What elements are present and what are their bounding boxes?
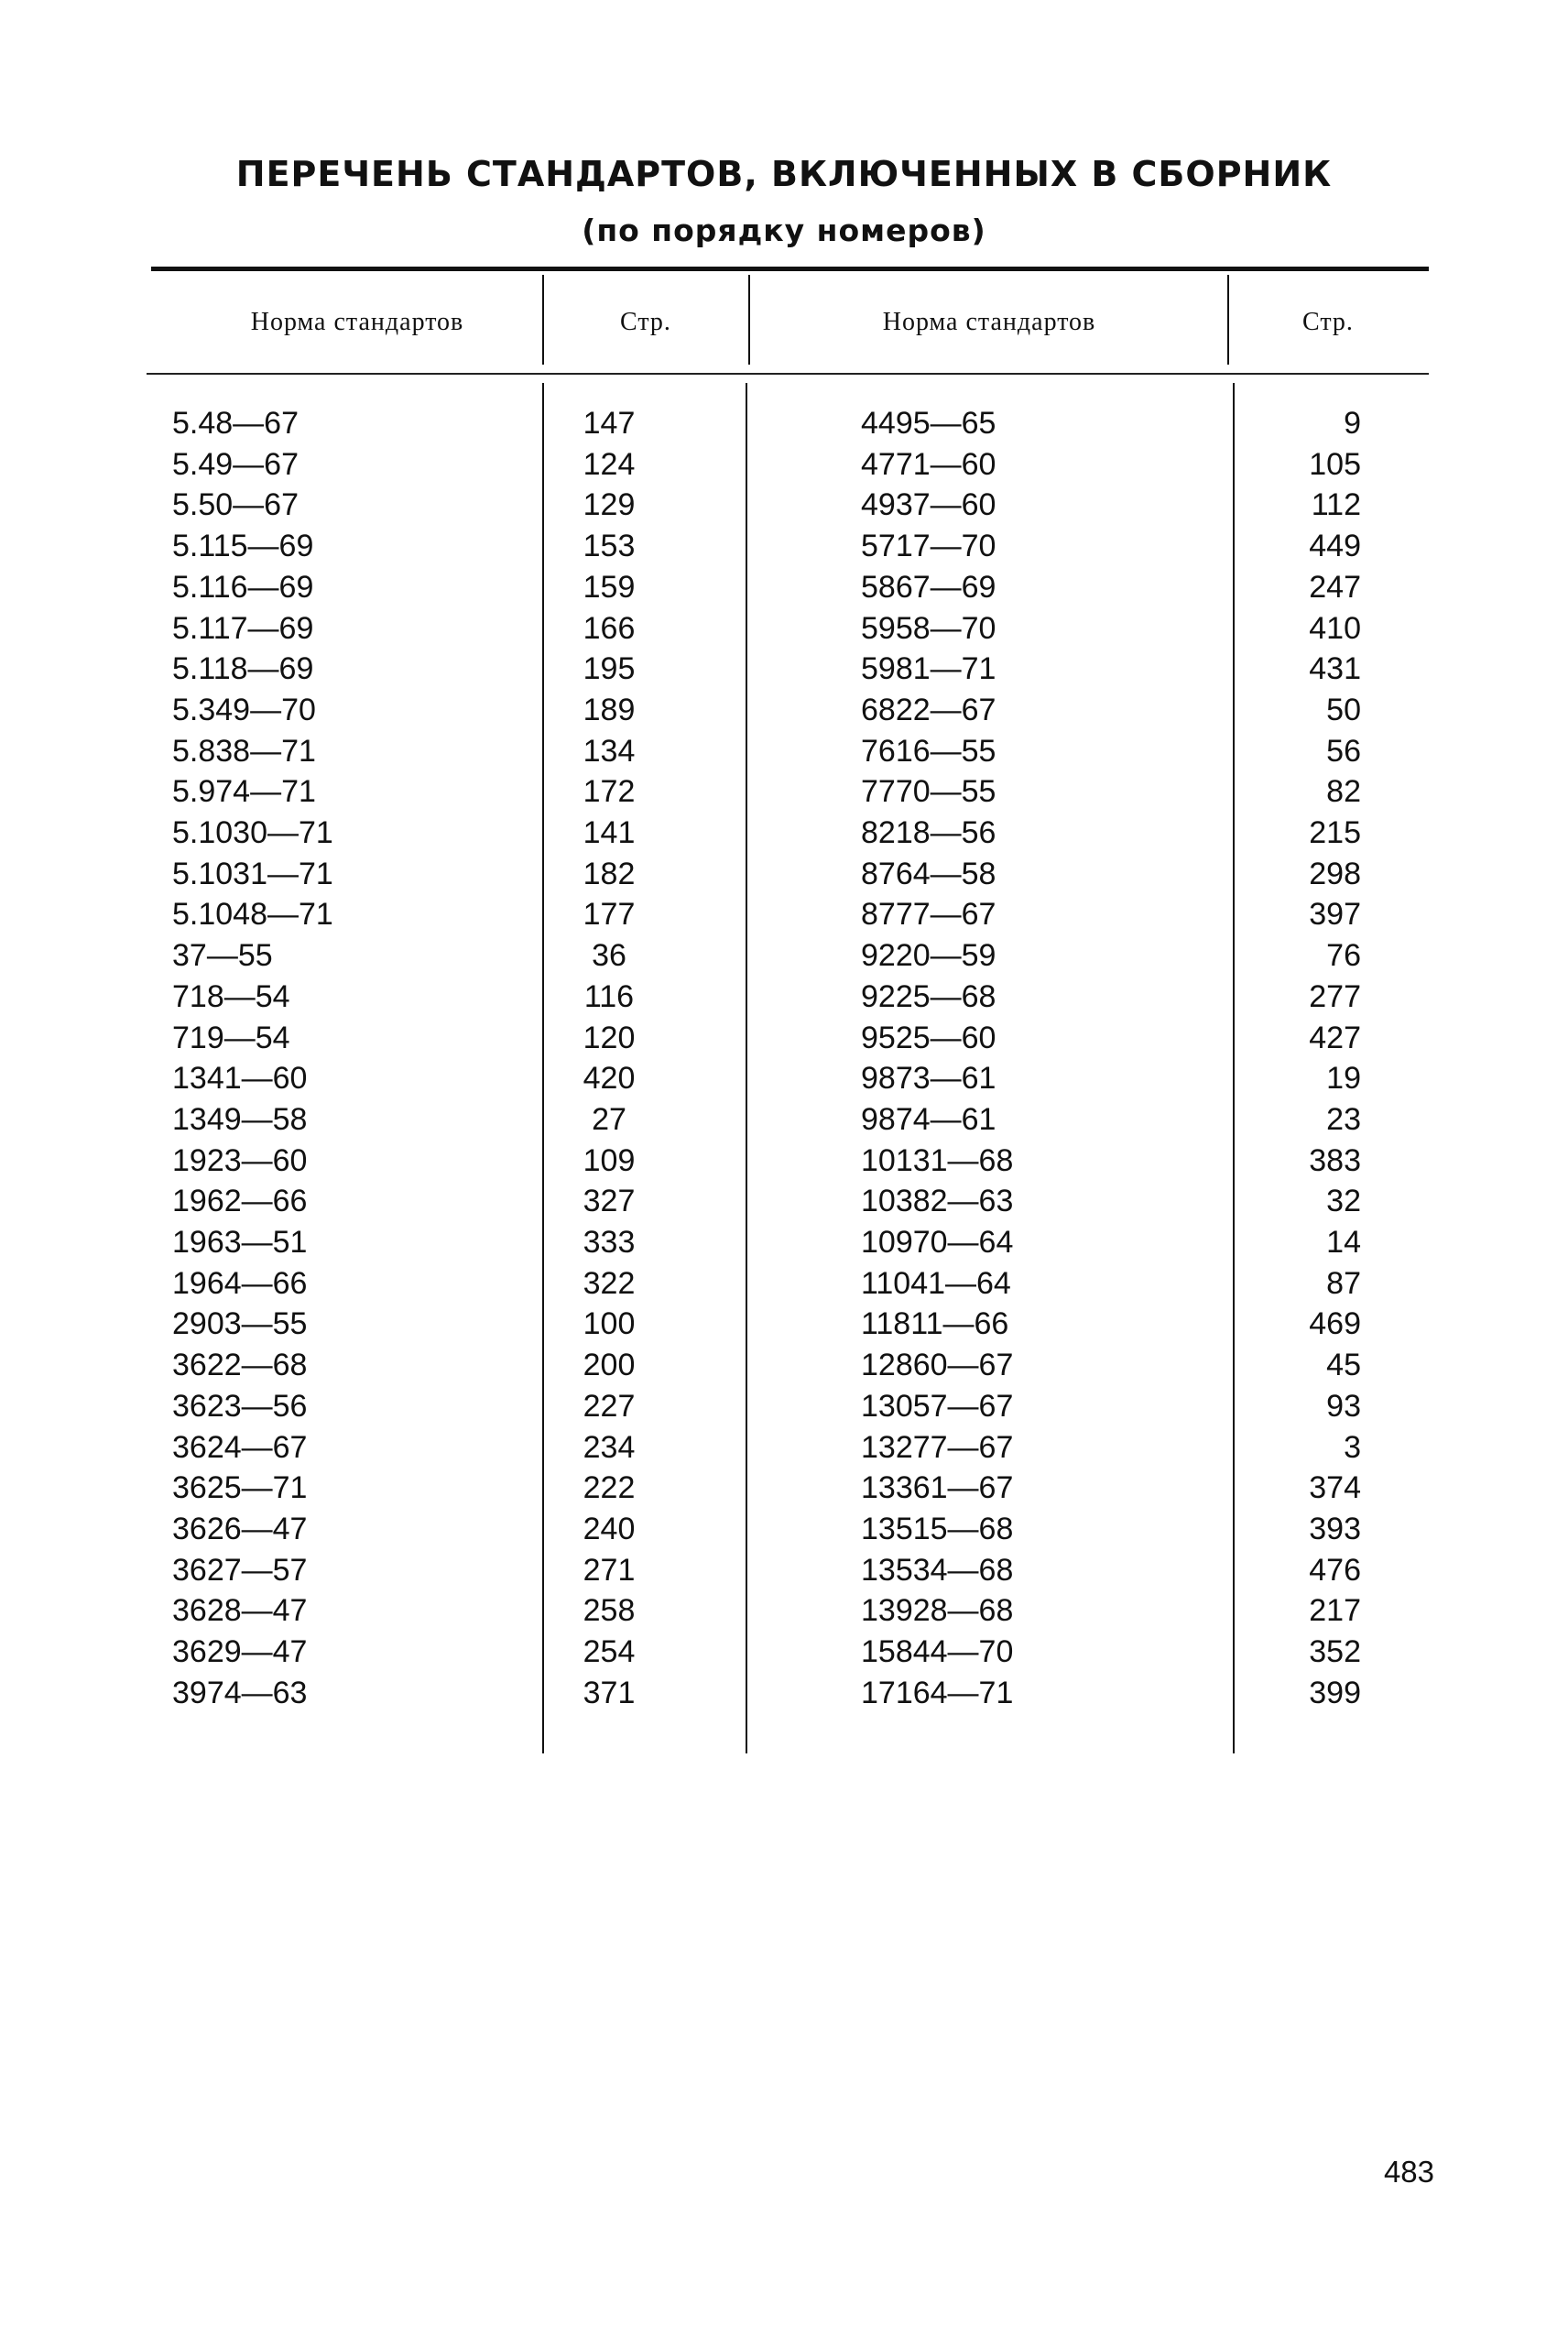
standard-number-right: 9873—61 [861, 1061, 996, 1097]
standard-number-left: 1964—66 [172, 1265, 308, 1301]
page-left: 222 [583, 1470, 636, 1506]
page-left: 189 [583, 692, 636, 727]
standard-number-right: 13928—68 [861, 1593, 1014, 1629]
page-right: 247 [1309, 569, 1361, 605]
standard-number-right: 7770—55 [861, 774, 996, 810]
table-row [0, 1058, 1568, 1099]
standard-number-left: 3622—68 [172, 1348, 308, 1383]
standard-number-left: 5.349—70 [172, 692, 316, 727]
table-row [0, 894, 1568, 935]
standard-number-right: 8777—67 [861, 897, 996, 933]
table-row [0, 567, 1568, 608]
table-row [0, 1509, 1568, 1550]
table-row [0, 444, 1568, 486]
page-left: 120 [583, 1020, 636, 1055]
table-row [0, 1386, 1568, 1427]
table-row [0, 935, 1568, 977]
standard-number-right: 6822—67 [861, 692, 996, 727]
standard-number-right: 9874—61 [861, 1101, 996, 1137]
standard-number-left: 5.1030—71 [172, 815, 333, 850]
standard-number-right: 9220—59 [861, 938, 996, 974]
standard-number-left: 5.1048—71 [172, 897, 333, 933]
standard-number-left: 3626—47 [172, 1511, 308, 1546]
page-left: 227 [583, 1388, 636, 1424]
standard-number-left: 719—54 [172, 1020, 290, 1055]
page-right: 352 [1309, 1634, 1361, 1669]
page-left: 27 [592, 1101, 626, 1137]
standard-number-right: 9525—60 [861, 1020, 996, 1055]
page-right: 374 [1309, 1470, 1361, 1506]
page-left: 371 [583, 1675, 636, 1710]
page-left: 141 [583, 815, 636, 850]
standard-number-right: 4937—60 [861, 487, 996, 523]
page-right: 215 [1309, 815, 1361, 850]
standard-number-right: 10970—64 [861, 1225, 1014, 1260]
standard-number-left: 5.116—69 [172, 569, 314, 605]
page-subtitle: (по порядку номеров) [582, 213, 986, 248]
page-left: 234 [583, 1429, 636, 1465]
page-left: 420 [583, 1061, 636, 1097]
page-right: 112 [1311, 487, 1361, 523]
table-row [0, 403, 1568, 444]
table-row [0, 1304, 1568, 1345]
standard-number-right: 7616—55 [861, 733, 996, 769]
page-number: 483 [1383, 2155, 1434, 2189]
page-left: 129 [583, 487, 636, 523]
standard-number-left: 5.117—69 [172, 610, 314, 646]
page-title: ПЕРЕЧЕНЬ СТАНДАРТОВ, ВКЛЮЧЕННЫХ В СБОРНИК [235, 154, 1333, 194]
table-row [0, 1590, 1568, 1632]
table-row [0, 1222, 1568, 1263]
page-right: 217 [1309, 1593, 1361, 1629]
page-right: 393 [1309, 1511, 1361, 1546]
page-right: 14 [1326, 1225, 1361, 1260]
table-row [0, 1427, 1568, 1469]
standard-number-left: 5.974—71 [172, 774, 316, 810]
page-left: 166 [583, 610, 636, 646]
page-left: 172 [583, 774, 636, 810]
page-right: 449 [1309, 529, 1361, 564]
page-left: 147 [583, 406, 636, 441]
page-left: 271 [583, 1552, 636, 1588]
page-left: 254 [583, 1634, 636, 1669]
standard-number-left: 1962—66 [172, 1184, 308, 1219]
page-left: 134 [583, 733, 636, 769]
standard-number-left: 1923—60 [172, 1142, 308, 1178]
standard-number-right: 9225—68 [861, 978, 996, 1014]
page-right: 19 [1326, 1061, 1361, 1097]
table-row [0, 813, 1568, 854]
page-left: 240 [583, 1511, 636, 1546]
page-left: 327 [583, 1184, 636, 1219]
standard-number-left: 5.838—71 [172, 733, 316, 769]
standard-number-left: 37—55 [172, 938, 273, 974]
standard-number-left: 3625—71 [172, 1470, 308, 1506]
page-right: 397 [1309, 897, 1361, 933]
table-row [0, 1099, 1568, 1141]
page-right: 427 [1309, 1020, 1361, 1055]
page-left: 109 [583, 1142, 636, 1178]
standard-number-right: 5981—71 [861, 651, 996, 687]
page-left: 200 [583, 1348, 636, 1383]
standard-number-right: 13515—68 [861, 1511, 1014, 1546]
page-left: 195 [583, 651, 636, 687]
header-standard-left: Норма стандартов [250, 308, 464, 336]
page-right: 45 [1326, 1348, 1361, 1383]
page-right: 3 [1344, 1429, 1361, 1465]
page-right: 476 [1309, 1552, 1361, 1588]
standard-number-left: 3628—47 [172, 1593, 308, 1629]
header-divider-1 [542, 275, 544, 365]
table-row [0, 1018, 1568, 1059]
page-right: 410 [1309, 610, 1361, 646]
standard-number-left: 5.118—69 [172, 651, 314, 687]
page-left: 322 [583, 1265, 636, 1301]
standard-number-left: 3627—57 [172, 1552, 308, 1588]
table-row [0, 854, 1568, 895]
table-row [0, 1673, 1568, 1714]
standard-number-right: 4495—65 [861, 406, 996, 441]
standard-number-right: 13277—67 [861, 1429, 1014, 1465]
standard-number-left: 1341—60 [172, 1061, 308, 1097]
table-row [0, 1468, 1568, 1509]
standard-number-right: 15844—70 [861, 1634, 1014, 1669]
page-right: 9 [1344, 406, 1361, 441]
page-right: 399 [1309, 1675, 1361, 1710]
header-page-left: Стр. [620, 308, 671, 336]
standard-number-left: 1963—51 [172, 1225, 308, 1260]
standard-number-right: 12860—67 [861, 1348, 1014, 1383]
standard-number-right: 4771—60 [861, 446, 996, 482]
standard-number-left: 5.1031—71 [172, 856, 333, 891]
standard-number-left: 718—54 [172, 978, 290, 1014]
page-left: 100 [583, 1306, 636, 1342]
table-row [0, 1141, 1568, 1182]
standard-number-left: 1349—58 [172, 1101, 308, 1137]
standard-number-right: 11811—66 [861, 1306, 1009, 1342]
standard-number-left: 5.48—67 [172, 406, 299, 441]
table-row [0, 1181, 1568, 1222]
standard-number-left: 2903—55 [172, 1306, 308, 1342]
page-left: 159 [583, 569, 636, 605]
page-right: 277 [1309, 978, 1361, 1014]
standard-number-right: 8764—58 [861, 856, 996, 891]
page-left: 258 [583, 1593, 636, 1629]
standard-number-right: 13057—67 [861, 1388, 1014, 1424]
standard-number-left: 3623—56 [172, 1388, 308, 1424]
page-left: 153 [583, 529, 636, 564]
page-right: 56 [1326, 733, 1361, 769]
header-divider-3 [1227, 275, 1229, 365]
header-standard-right: Норма стандартов [882, 308, 1096, 336]
table-row [0, 1550, 1568, 1591]
table-row [0, 526, 1568, 567]
page-left: 333 [583, 1225, 636, 1260]
page-right: 383 [1309, 1142, 1361, 1178]
page-right: 76 [1326, 938, 1361, 974]
standard-number-right: 10382—63 [861, 1184, 1014, 1219]
standard-number-right: 5867—69 [861, 569, 996, 605]
standard-number-left: 3624—67 [172, 1429, 308, 1465]
table-row [0, 1345, 1568, 1386]
standard-number-right: 8218—56 [861, 815, 996, 850]
standard-number-left: 3974—63 [172, 1675, 308, 1710]
table-row [0, 649, 1568, 690]
table-row [0, 977, 1568, 1018]
table-row [0, 731, 1568, 772]
table-row [0, 608, 1568, 650]
standard-number-right: 11041—64 [861, 1265, 1011, 1301]
standard-number-right: 5717—70 [861, 529, 996, 564]
page-left: 116 [583, 978, 635, 1014]
page-right: 431 [1309, 651, 1361, 687]
page-left: 177 [583, 897, 636, 933]
page-right: 23 [1326, 1101, 1361, 1137]
table-header-rule [147, 373, 1429, 375]
page-left: 124 [583, 446, 636, 482]
page-right: 32 [1326, 1184, 1361, 1219]
standard-number-right: 5958—70 [861, 610, 996, 646]
standard-number-left: 3629—47 [172, 1634, 308, 1669]
table-row [0, 690, 1568, 731]
page-right: 469 [1309, 1306, 1361, 1342]
standard-number-right: 13361—67 [861, 1470, 1014, 1506]
standard-number-right: 13534—68 [861, 1552, 1014, 1588]
standard-number-left: 5.50—67 [172, 487, 299, 523]
page-right: 82 [1326, 774, 1361, 810]
table-top-rule [151, 267, 1429, 271]
page-right: 93 [1326, 1388, 1361, 1424]
standard-number-left: 5.49—67 [172, 446, 299, 482]
standard-number-right: 17164—71 [861, 1675, 1014, 1710]
page-right: 105 [1309, 446, 1361, 482]
page-right: 298 [1309, 856, 1361, 891]
table-row [0, 1263, 1568, 1305]
page-right: 87 [1326, 1265, 1361, 1301]
page-left: 182 [583, 856, 636, 891]
page-right: 50 [1326, 692, 1361, 727]
standard-number-left: 5.115—69 [172, 529, 314, 564]
header-divider-2 [748, 275, 750, 365]
standard-number-right: 10131—68 [861, 1142, 1014, 1178]
page-left: 36 [592, 938, 626, 974]
table-row [0, 1632, 1568, 1673]
header-page-right: Стр. [1302, 308, 1354, 336]
table-row [0, 485, 1568, 526]
table-row [0, 771, 1568, 813]
